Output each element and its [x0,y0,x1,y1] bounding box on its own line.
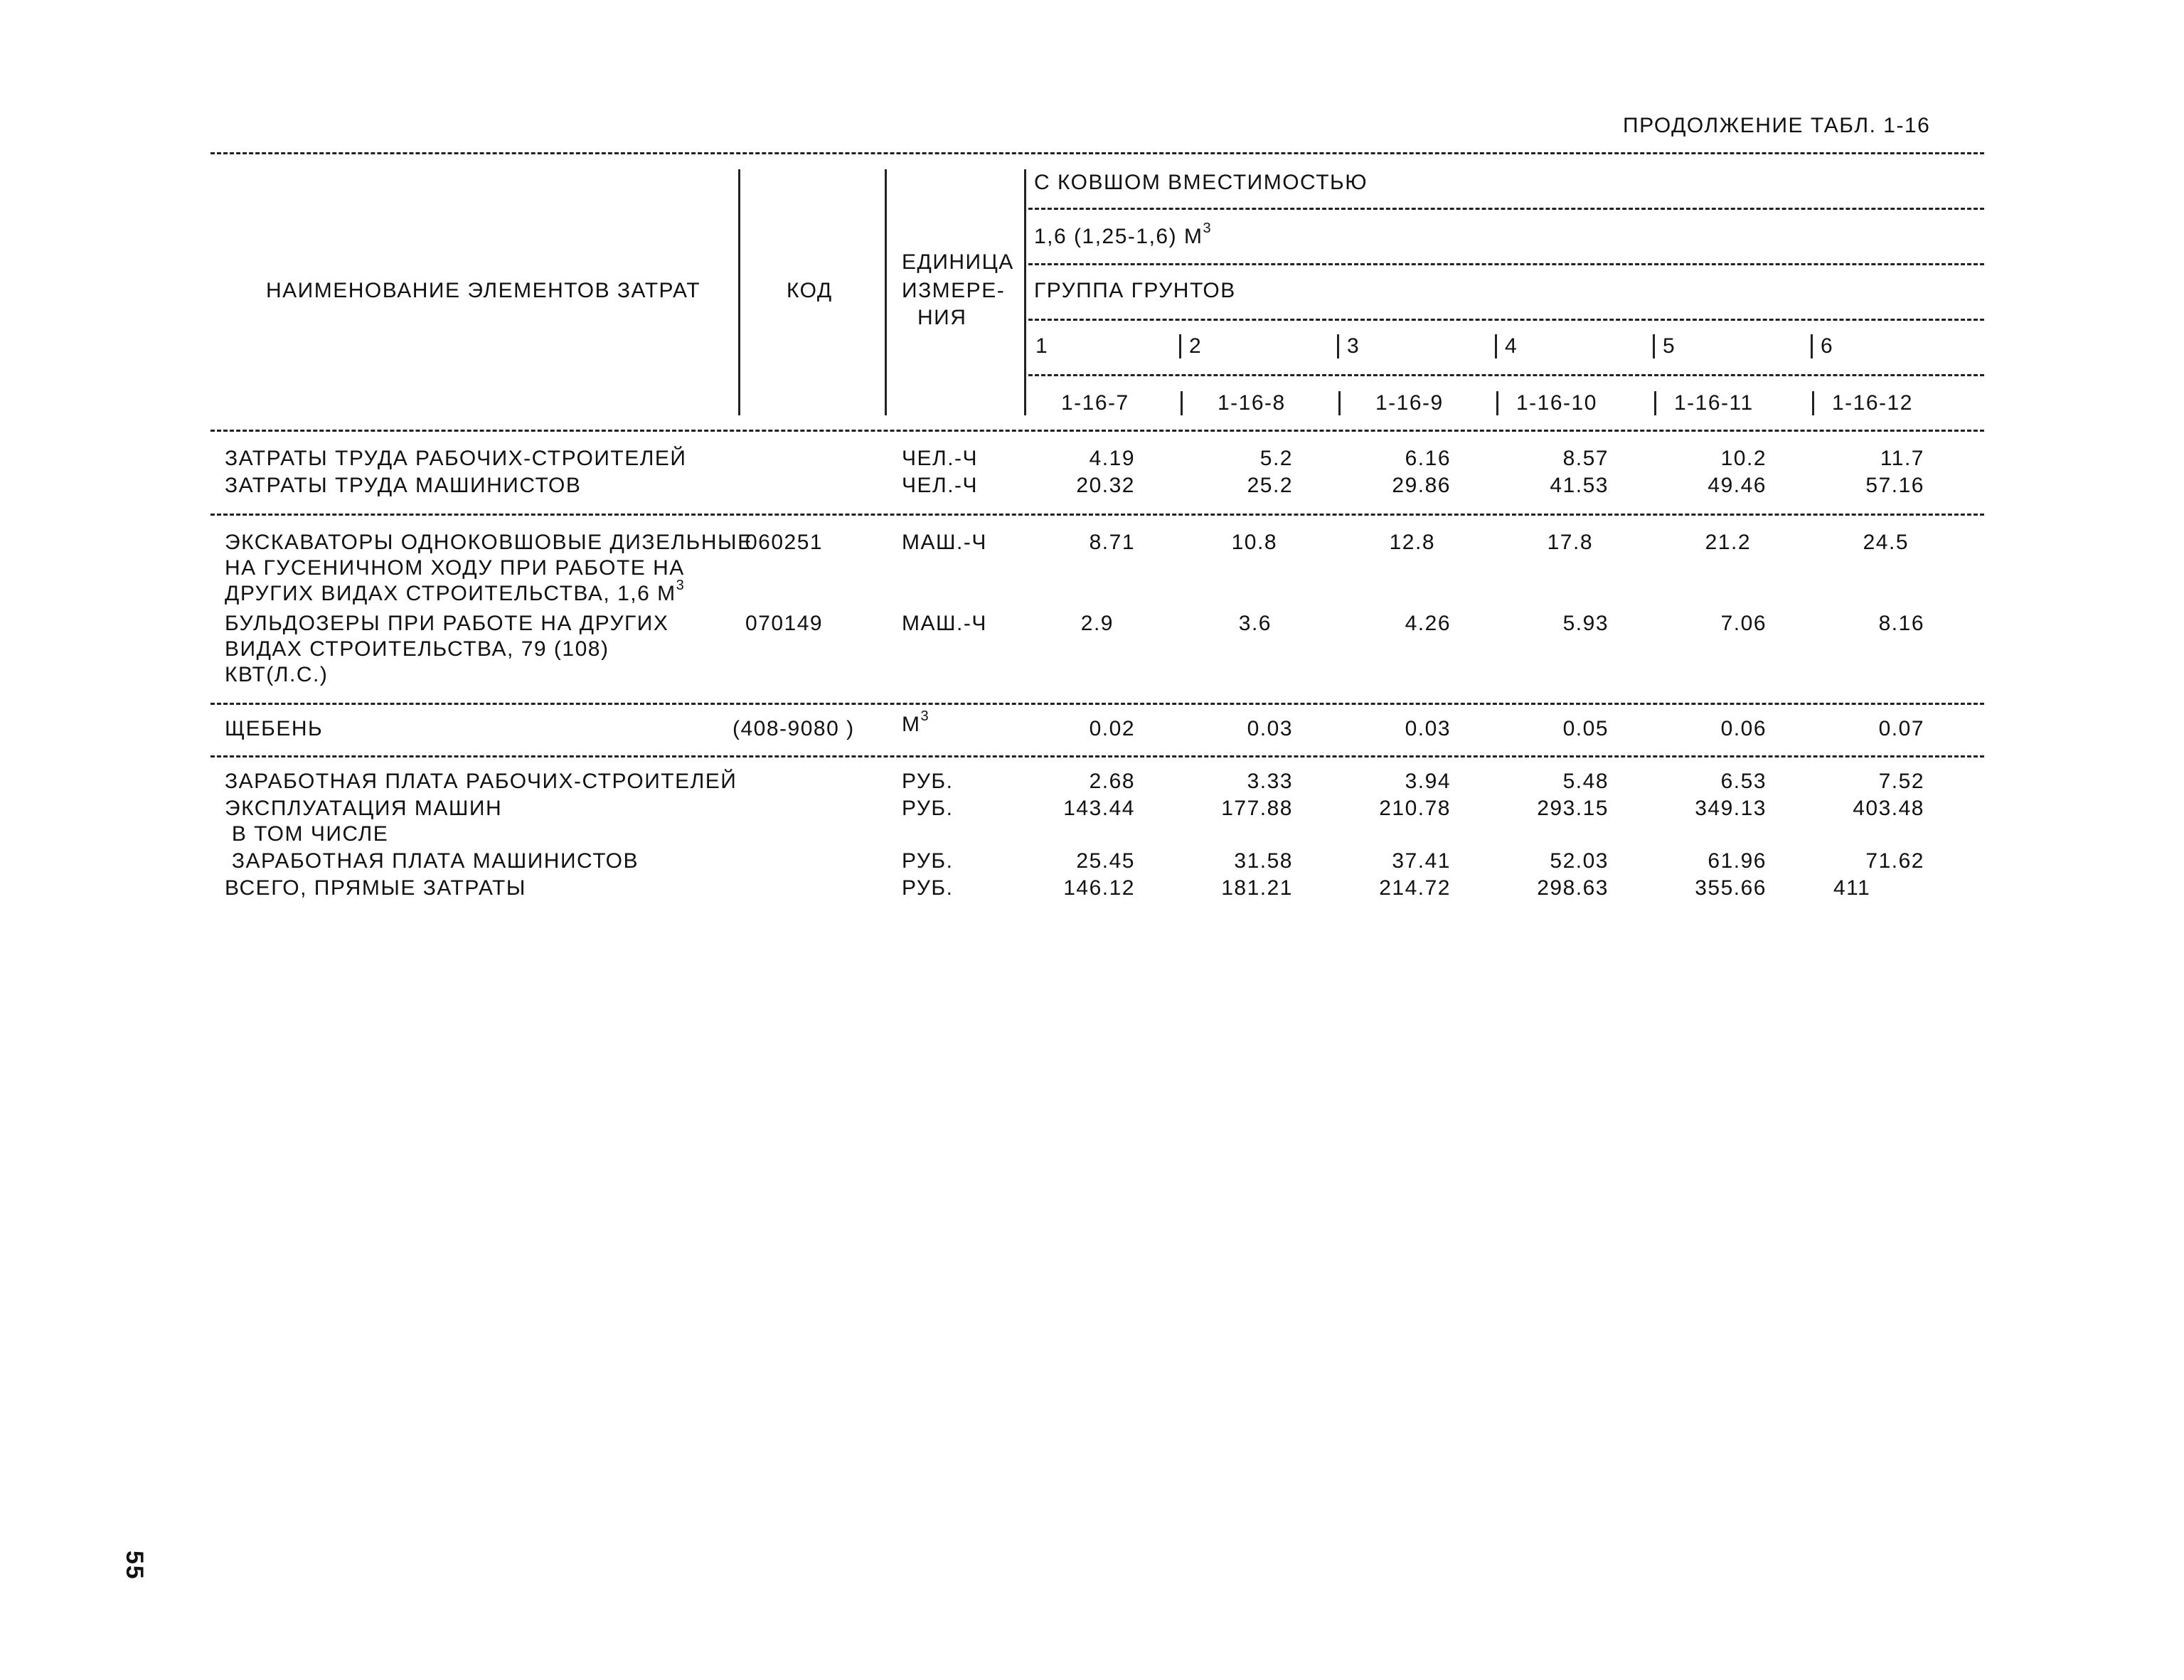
row-name: ЗАРАБОТНАЯ ПЛАТА МАШИНИСТОВ [225,849,639,873]
row-name: ЭКСПЛУАТАЦИЯ МАШИН [225,797,503,820]
cell-value: 411 [1833,876,1871,900]
cell-value: 3.94 [1405,770,1451,793]
material-name: ЩЕБЕНЬ [225,717,324,740]
cell-value: 10.2 [1720,447,1767,470]
bulldozer-line-3: КВТ(Л.С.) [225,663,329,686]
cell-value: 6.53 [1720,770,1767,793]
cell-value: 349.13 [1695,797,1767,820]
group-label: 1 [1035,334,1049,358]
page-number: 55 [121,1551,148,1580]
table-caption: ПРОДОЛЖЕНИЕ ТАБЛ. 1-16 [1623,114,1931,137]
cell-value: 0.03 [1247,717,1293,740]
norm-code: 1-16-10 [1516,391,1597,415]
cell-value: 0.05 [1562,717,1609,740]
excavator-line-3-sup: 3 [676,578,686,593]
row-unit: РУБ. [902,797,954,820]
cell-value: 8.57 [1562,447,1609,470]
cell-value: 3.33 [1247,770,1293,793]
cell-value: 29.86 [1392,474,1451,497]
group-separator [1337,334,1339,358]
excavator-line-2: НА ГУСЕНИЧНОМ ХОДУ ПРИ РАБОТЕ НА [225,556,685,580]
cell-value: 4.26 [1405,612,1451,635]
cell-value: 181.21 [1221,876,1293,900]
header-separator-name-code [738,169,740,415]
cell-value: 4.19 [1089,447,1135,470]
code-separator [1338,391,1341,415]
cell-value: 21.2 [1705,531,1751,554]
header-unit-3: НИЯ [917,306,967,329]
header-separator-unit-values [1024,169,1026,415]
excavator-line-3-text: ДРУГИХ ВИДАХ СТРОИТЕЛЬСТВА, 1,6 М [225,582,676,605]
header-soil-group: ГРУППА ГРУНТОВ [1034,279,1236,302]
row-name: ВСЕГО, ПРЯМЫЕ ЗАТРАТЫ [225,876,526,900]
header-bucket-size [1034,220,1213,249]
group-separator [1653,334,1655,358]
cell-value: 5.93 [1562,612,1609,635]
excavator-line-1: ЭКСКАВАТОРЫ ОДНОКОВШОВЫЕ ДИЗЕЛЬНЫЕ [225,531,753,554]
cell-value: 7.52 [1878,770,1924,793]
row-unit: ЧЕЛ.-Ч [902,447,979,470]
cell-value: 61.96 [1708,849,1767,873]
cell-value: 403.48 [1853,797,1924,820]
bulldozer-line-2: ВИДАХ СТРОИТЕЛЬСТВА, 79 (108) [225,637,609,661]
rule-after-labor [211,514,1984,516]
cell-value: 17.8 [1547,531,1593,554]
cell-value: 11.7 [1880,447,1924,470]
row-unit: ЧЕЛ.-Ч [902,474,979,497]
row-unit: РУБ. [902,849,954,873]
cell-value: 52.03 [1550,849,1609,873]
cell-value: 10.8 [1231,531,1277,554]
cell-value: 0.02 [1089,717,1135,740]
row-name: ЗАТРАТЫ ТРУДА РАБОЧИХ-СТРОИТЕЛЕЙ [225,447,687,470]
cell-value: 5.48 [1562,770,1609,793]
excavator-line-3 [225,578,686,606]
group-label: 5 [1663,334,1676,358]
group-label: 3 [1347,334,1360,358]
cell-value: 2.9 [1080,612,1114,635]
cell-value: 2.68 [1089,770,1135,793]
cell-value: 24.5 [1863,531,1909,554]
rule-top [211,152,1984,154]
row-name: В ТОМ ЧИСЛЕ [225,822,389,846]
cell-value: 31.58 [1234,849,1293,873]
header-name: НАИМЕНОВАНИЕ ЭЛЕМЕНТОВ ЗАТРАТ [266,279,701,302]
header-bucket-size-text: 1,6 (1,25-1,6) М [1034,225,1203,248]
material-unit [902,708,930,737]
row-name: ЗАРАБОТНАЯ ПЛАТА РАБОЧИХ-СТРОИТЕЛЕЙ [225,770,737,793]
header-separator-code-unit [885,169,887,415]
excavator-code: 060251 [745,531,824,554]
cell-value: 210.78 [1379,797,1451,820]
cell-value: 214.72 [1379,876,1451,900]
bulldozer-line-1: БУЛЬДОЗЕРЫ ПРИ РАБОТЕ НА ДРУГИХ [225,612,669,635]
group-separator [1811,334,1813,358]
code-separator [1496,391,1498,415]
group-label: 6 [1821,334,1834,358]
excavator-unit: МАШ.-Ч [902,531,987,554]
norm-code: 1-16-11 [1674,391,1754,415]
header-bucket-size-sup: 3 [1203,220,1213,236]
cell-value: 293.15 [1537,797,1609,820]
cell-value: 3.6 [1238,612,1272,635]
cell-value: 12.8 [1389,531,1435,554]
norm-code: 1-16-12 [1832,391,1913,415]
cell-value: 20.32 [1076,474,1135,497]
header-unit-1: ЕДИНИЦА [902,250,1014,274]
bulldozer-unit: МАШ.-Ч [902,612,987,635]
cell-value: 146.12 [1063,876,1135,900]
cell-value: 298.63 [1537,876,1609,900]
header-unit-2: ИЗМЕРЕ- [902,279,1006,302]
cell-value: 37.41 [1392,849,1451,873]
cell-value: 5.2 [1259,447,1293,470]
norm-code: 1-16-7 [1061,391,1129,415]
header-code: КОД [787,279,833,302]
rule-after-materials [211,755,1984,757]
cell-value: 177.88 [1221,797,1293,820]
header-bucket-title: С КОВШОМ ВМЕСТИМОСТЬЮ [1034,171,1368,194]
cell-value: 25.45 [1076,849,1135,873]
group-label: 4 [1505,334,1518,358]
cell-value: 0.07 [1878,717,1924,740]
header-rule-1 [1028,208,1984,210]
code-separator [1181,391,1183,415]
cell-value: 7.06 [1720,612,1767,635]
bulldozer-code: 070149 [745,612,824,635]
norm-code: 1-16-8 [1218,391,1286,415]
group-separator [1179,334,1181,358]
header-rule-3 [1028,319,1984,321]
norm-code: 1-16-9 [1375,391,1444,415]
header-rule-2 [1028,263,1984,265]
code-separator [1812,391,1814,415]
cell-value: 71.62 [1865,849,1924,873]
cell-value: 41.53 [1550,474,1609,497]
row-unit: РУБ. [902,770,954,793]
cell-value: 0.06 [1720,717,1767,740]
cell-value: 8.71 [1089,531,1135,554]
cell-value: 6.16 [1405,447,1451,470]
header-rule-4 [1028,374,1984,376]
rule-after-machines [211,703,1984,705]
cell-value: 143.44 [1063,797,1135,820]
cell-value: 0.03 [1405,717,1451,740]
material-unit-text: М [902,713,921,736]
cell-value: 355.66 [1695,876,1767,900]
group-label: 2 [1189,334,1203,358]
cell-value: 25.2 [1247,474,1293,497]
cell-value: 8.16 [1878,612,1924,635]
material-unit-sup: 3 [920,708,930,724]
material-code: (408-9080 ) [733,717,855,740]
cell-value: 57.16 [1865,474,1924,497]
cell-value: 49.46 [1708,474,1767,497]
group-separator [1495,334,1497,358]
code-separator [1654,391,1656,415]
row-name: ЗАТРАТЫ ТРУДА МАШИНИСТОВ [225,474,582,497]
row-unit: РУБ. [902,876,954,900]
rule-header-bottom [211,430,1984,432]
